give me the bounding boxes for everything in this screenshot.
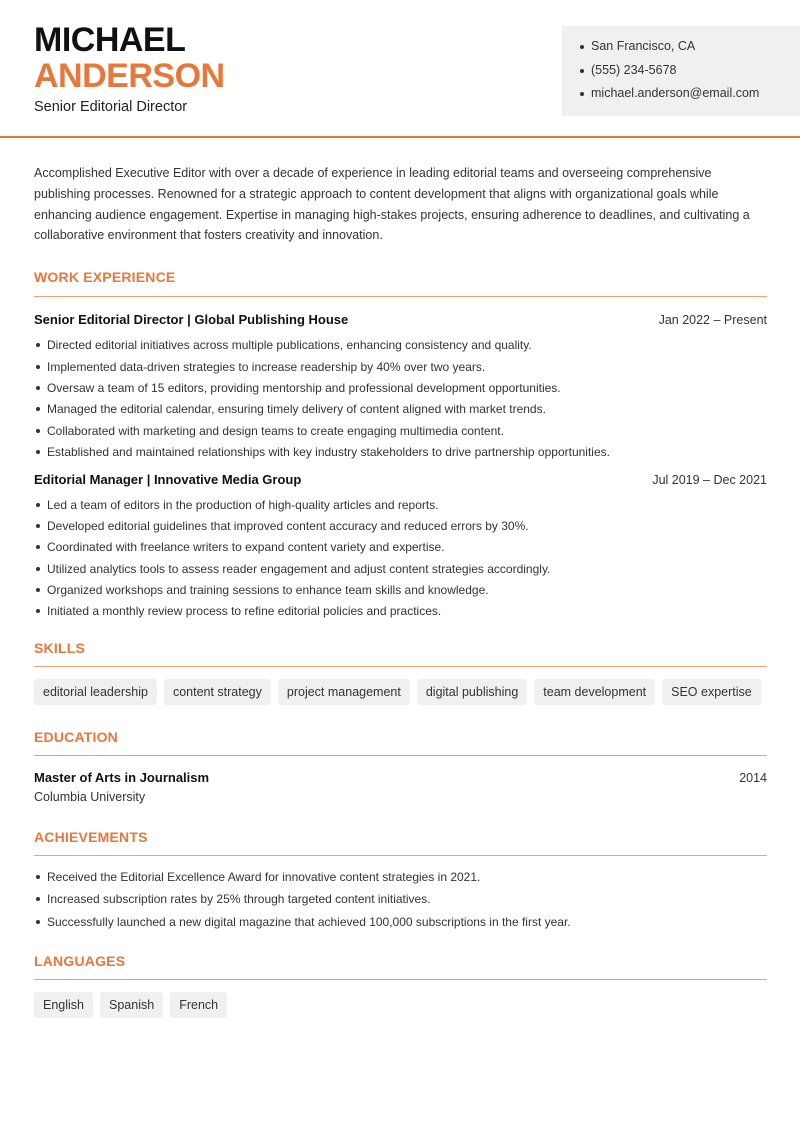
education-entry <box>34 770 767 804</box>
skill-tag: content strategy <box>164 679 271 705</box>
bullet-icon <box>580 92 584 96</box>
candidate-name <box>34 22 225 94</box>
section-title-skills: SKILLS <box>34 639 85 656</box>
section-title-education: EDUCATION <box>34 728 118 745</box>
job-role: Editorial Manager | Innovative Media Group <box>34 471 302 487</box>
contact-email <box>580 86 800 110</box>
job-dates: Jan 2022 – Present <box>658 313 767 328</box>
job-role: Senior Editorial Director | Global Publishing House <box>34 312 349 328</box>
resume-header <box>0 0 800 138</box>
degree: Master of Arts in Journalism <box>34 769 210 785</box>
achievements-list <box>34 870 767 938</box>
job-bullet: Initiated a monthly review process to refine editorial policies and practices. <box>34 604 767 625</box>
skill-tag: SEO expertise <box>662 679 761 705</box>
job-bullet: Managed the editorial calendar, ensuring timely delivery of content aligned with market trends. <box>34 402 767 423</box>
job-header <box>34 472 767 487</box>
job-bullet: Organized workshops and training sessions to enhance team skills and knowledge. <box>34 583 767 604</box>
job-entry <box>34 472 767 626</box>
skill-tag: project management <box>278 679 410 705</box>
job-bullet: Coordinated with freelance writers to expand content variety and expertise. <box>34 540 767 561</box>
education-header <box>34 770 767 785</box>
school-name: Columbia University <box>34 789 146 804</box>
job-entry <box>34 312 767 466</box>
languages-list <box>34 992 767 1018</box>
language-tag: English <box>34 992 93 1018</box>
last-name: ANDERSON <box>34 57 225 95</box>
job-bullet: Led a team of editors in the production of high-quality articles and reports. <box>34 498 767 519</box>
section-title-work: WORK EXPERIENCE <box>34 269 176 286</box>
skill-tag: digital publishing <box>417 679 527 705</box>
section-divider <box>34 755 767 756</box>
job-bullet: Utilized analytics tools to assess reader engagement and adjust content strategies accordingly. <box>34 562 767 583</box>
graduation-year: 2014 <box>739 770 767 785</box>
section-title-achievements: ACHIEVEMENTS <box>34 828 148 845</box>
contact-box <box>562 26 800 116</box>
skills-list <box>34 679 767 705</box>
section-title-languages: LANGUAGES <box>34 953 126 970</box>
section-divider <box>34 855 767 856</box>
job-header <box>34 312 767 327</box>
job-bullet: Directed editorial initiatives across multiple publications, enhancing consistency and quality. <box>34 338 767 359</box>
section-divider <box>34 979 767 980</box>
job-dates: Jul 2019 – Dec 2021 <box>652 472 767 487</box>
first-name: MICHAEL <box>34 21 186 59</box>
achievement-item: Received the Editorial Excellence Award for innovative content strategies in 2021. <box>34 870 767 893</box>
achievement-item: Successfully launched a new digital magazine that achieved 100,000 subscriptions in the first year. <box>34 915 767 938</box>
job-bullet: Implemented data-driven strategies to increase readership by 40% over two years. <box>34 360 767 381</box>
contact-phone-text: (555) 234-5678 <box>591 62 677 77</box>
resume-body <box>34 163 767 1018</box>
section-divider <box>34 666 767 667</box>
job-bullet: Established and maintained relationships with key industry stakeholders to drive partnership opportunities. <box>34 445 767 466</box>
skill-tag: editorial leadership <box>34 679 157 705</box>
bullet-icon <box>580 45 584 49</box>
contact-email-text: michael.anderson@email.com <box>591 86 760 100</box>
bullet-icon <box>580 69 584 73</box>
professional-summary: Accomplished Executive Editor with over a decade of experience in leading editorial teams and overseeing comprehensive publishing processes. Renowned for a strategic approach to content development that aligns with organizational goals while enhancing audience engagement. Expertise in managing high-stakes projects, ensuring adherence to deadlines, and cultivating a collaborative environment that fosters creativity and innovation. <box>34 166 750 243</box>
contact-location-text: San Francisco, CA <box>591 39 696 53</box>
job-bullets <box>34 498 767 626</box>
language-tag: French <box>170 992 227 1018</box>
job-title: Senior Editorial Director <box>34 99 188 115</box>
section-divider <box>34 296 767 297</box>
job-bullets <box>34 338 767 466</box>
contact-location <box>580 39 800 63</box>
job-bullet: Collaborated with marketing and design teams to create engaging multimedia content. <box>34 424 767 445</box>
job-bullet: Oversaw a team of 15 editors, providing mentorship and professional development opportunities. <box>34 381 767 402</box>
job-bullet: Developed editorial guidelines that improved content accuracy and reduced errors by 30%. <box>34 519 767 540</box>
language-tag: Spanish <box>100 992 163 1018</box>
contact-phone <box>580 63 800 87</box>
skill-tag: team development <box>534 679 655 705</box>
achievement-item: Increased subscription rates by 25% through targeted content initiatives. <box>34 892 767 915</box>
